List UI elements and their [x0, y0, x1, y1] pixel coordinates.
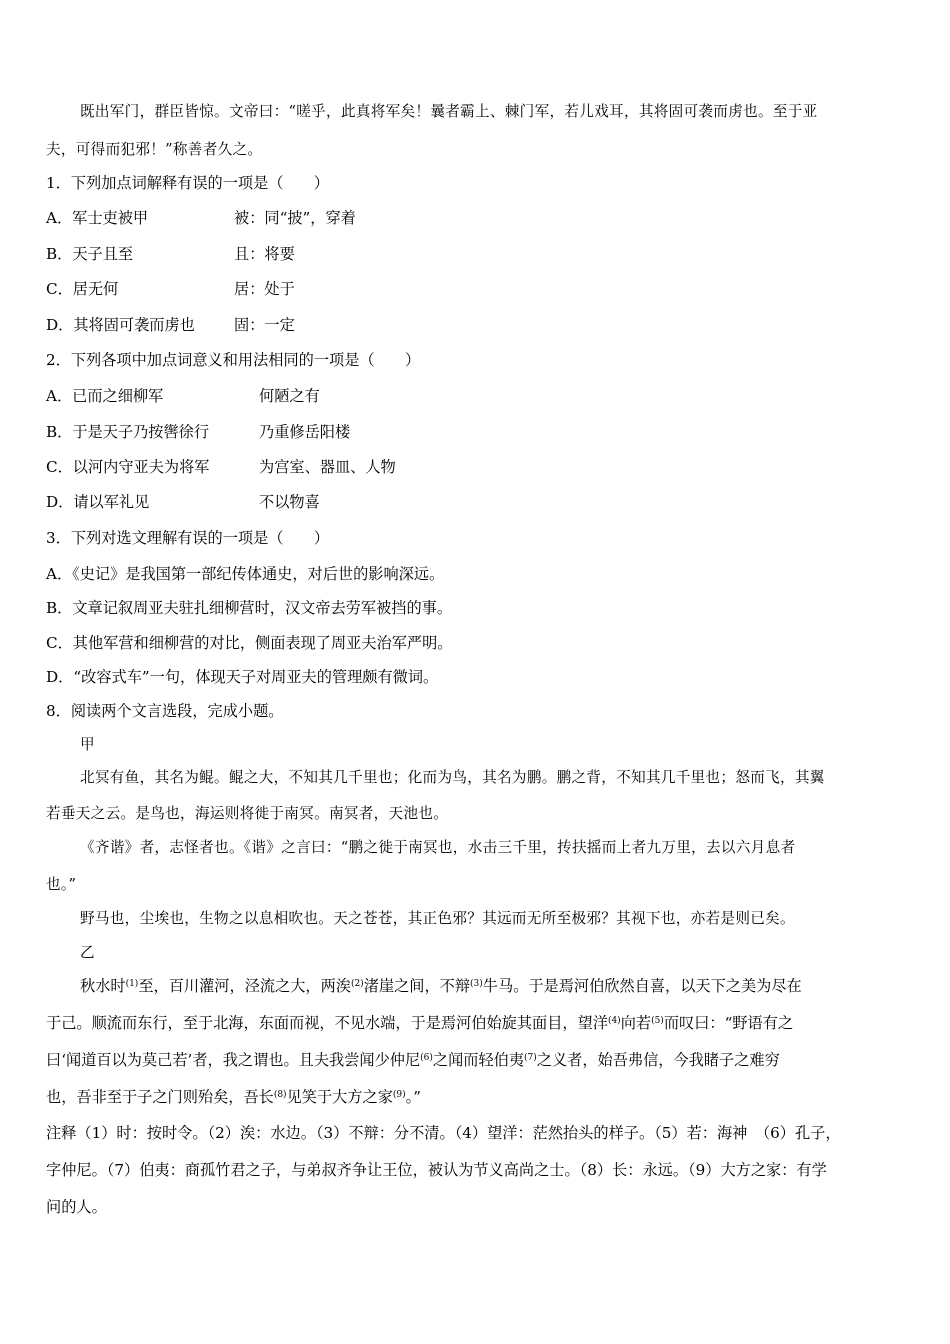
- question-2: 2．下列各项中加点词意义和用法相同的一项是（ ）: [46, 351, 421, 369]
- note-marker: (6): [420, 1053, 433, 1063]
- passage-line: 若垂天之云。是鸟也，海运则将徙于南冥。南冥者，天池也。: [46, 805, 449, 822]
- q3-option-d: D．“改容式车”一句，体现天子对周亚夫的管理颇有微词。: [46, 668, 439, 686]
- q1-option-b: [46, 244, 912, 264]
- q3-option-b: B．文章记叙周亚夫驻扎细柳营时，汉文帝去劳军被挡的事。: [46, 599, 453, 617]
- q2-option-a: [46, 386, 912, 406]
- option-compare: 为宫室、器皿、人物: [259, 458, 396, 476]
- passage-text: 于己。顺流而东行，至于北海，东面而视，不见水端，于是焉河伯始旋其面目，望洋: [46, 1014, 608, 1032]
- note-marker: (3): [470, 979, 483, 989]
- option-text: D．其将固可袭而虏也: [46, 316, 195, 334]
- passage-text: 牛马。于是焉河伯欣然自喜，以天下之美为尽在: [482, 977, 802, 995]
- option-text: B．天子且至: [46, 245, 134, 263]
- passage-line: 也。”: [46, 876, 77, 893]
- passage-line: 夫，可得而犯邪！”称善者久之。: [46, 141, 263, 158]
- option-text: C．居无何: [46, 280, 119, 298]
- passage-text: 见笑于大方之家: [286, 1088, 393, 1106]
- passage-text: 。”: [405, 1088, 421, 1106]
- q1-option-d: [46, 315, 912, 335]
- passage-text: 也，吾非至于子之门则殆矣，吾长: [46, 1088, 274, 1106]
- question-3: 3．下列对选文理解有误的一项是（ ）: [46, 529, 330, 547]
- option-text: A．已而之细柳军: [46, 387, 164, 405]
- note-marker: (2): [350, 979, 364, 989]
- passage-text: 之义者，始吾弗信，今我睹子之难穷: [536, 1051, 780, 1069]
- passage-text: 之闻而轻伯夷: [432, 1051, 525, 1069]
- q2-option-c: [46, 457, 912, 477]
- option-explanation: 被：同“披”，穿着: [234, 209, 356, 227]
- option-explanation: 居：处于: [234, 280, 295, 298]
- passage-text: 秋水时: [80, 977, 126, 995]
- passage-text: 曰‘闻道百以为莫己若’者，我之谓也。且夫我尝闻少仲尼: [46, 1051, 421, 1069]
- q2-option-d: [46, 492, 912, 512]
- passage-line: [80, 976, 910, 996]
- annotation-line: 问的人。: [46, 1198, 107, 1216]
- note-marker: (1): [125, 979, 139, 989]
- q3-option-c: C．其他军营和细柳营的对比，侧面表现了周亚夫治军严明。: [46, 634, 453, 652]
- option-text: B．于是天子乃按辔徐行: [46, 423, 210, 441]
- passage-line: 北冥有鱼，其名为鲲。鲲之大，不知其几千里也；化而为鸟，其名为鹏。鹏之背，不知其几千里也；怒而飞，其翼: [80, 769, 825, 786]
- option-text: A．军士吏被甲: [46, 209, 149, 227]
- option-text: C．以河内守亚夫为将军: [46, 458, 210, 476]
- passage-line: [46, 1050, 912, 1070]
- section-label-jia: 甲: [80, 736, 95, 753]
- passage-line: 《齐谐》者，志怪者也。《谐》之言曰：“鹏之徙于南冥也，水击三千里，抟扶摇而上者九万里，去以六月息者: [80, 839, 796, 856]
- question-8: 8．阅读两个文言选段，完成小题。: [46, 702, 284, 720]
- option-explanation: 且：将要: [234, 245, 295, 263]
- note-marker: (7): [524, 1053, 537, 1063]
- q1-option-c: [46, 279, 912, 299]
- passage-text: 向若: [620, 1014, 652, 1032]
- passage-line: [46, 1013, 912, 1033]
- note-marker: (4): [607, 1016, 621, 1026]
- passage-text: 渚崖之间，不辩: [363, 977, 470, 995]
- note-marker: (5): [651, 1016, 664, 1026]
- option-compare: 不以物喜: [259, 493, 320, 511]
- q2-option-b: [46, 422, 912, 442]
- passage-text: 而叹曰：“野语有之: [663, 1014, 794, 1032]
- passage-text: 至，百川灌河，泾流之大，两涘: [138, 977, 351, 995]
- q3-option-a: A．《史记》是我国第一部纪传体通史，对后世的影响深远。: [46, 565, 445, 583]
- option-compare: 乃重修岳阳楼: [259, 423, 351, 441]
- passage-line: 既出军门，群臣皆惊。文帝曰：“嗟乎，此真将军矣！曩者霸上、棘门军，若儿戏耳，其将固可袭而虏也。至于亚: [80, 103, 818, 120]
- annotation-line: 注释（1）时：按时令。（2）涘：水边。（3）不辩：分不清。（4）望洋：茫然抬头的样子。（5）若：海神 （6）孔子，: [46, 1124, 841, 1142]
- q1-option-a: [46, 208, 912, 228]
- passage-line: [46, 1087, 912, 1107]
- option-text: D．请以军礼见: [46, 493, 150, 511]
- option-explanation: 固：一定: [234, 316, 295, 334]
- passage-line: 野马也，尘埃也，生物之以息相吹也。天之苍苍，其正色邪？其远而无所至极邪？其视下也，亦若是则已矣。: [80, 910, 795, 927]
- option-compare: 何陋之有: [259, 387, 320, 405]
- question-1: 1．下列加点词解释有误的一项是（ ）: [46, 174, 330, 192]
- note-marker: (9): [392, 1090, 406, 1100]
- section-label-yi: 乙: [80, 944, 95, 961]
- note-marker: (8): [273, 1090, 287, 1100]
- annotation-line: 字仲尼。（7）伯夷：商孤竹君之子，与弟叔齐争让王位，被认为节义高尚之士。（8）长：永远。（9）大方之家：有学: [46, 1161, 827, 1179]
